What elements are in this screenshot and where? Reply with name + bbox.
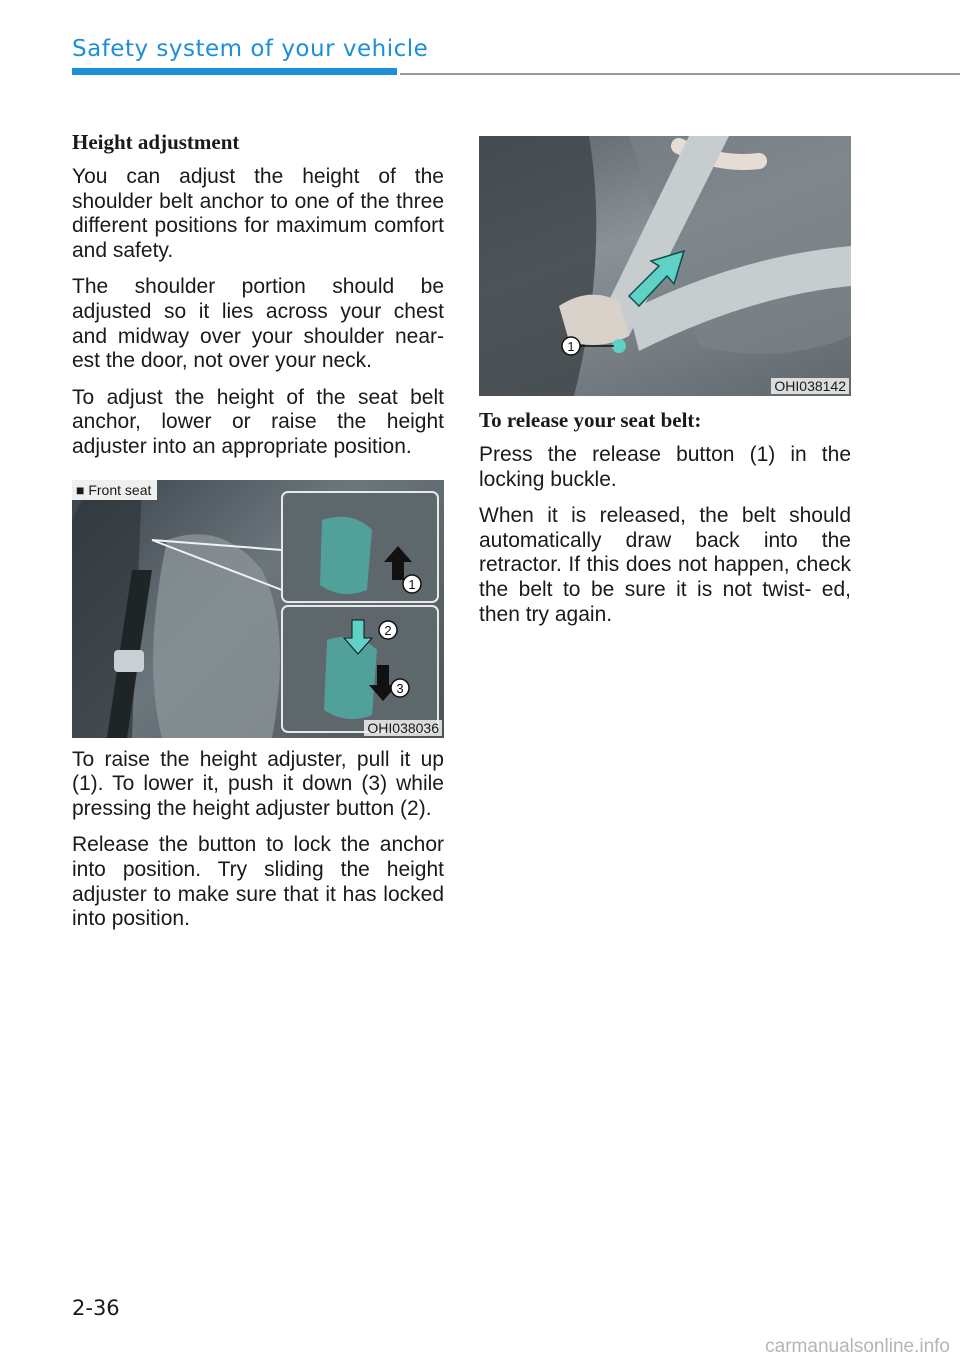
- paragraph: Release the button to lock the anchor into position. Try sliding the height adjuster to make sure that it has locked into position.: [72, 833, 444, 931]
- watermark: carmanualsonline.info: [765, 1336, 950, 1357]
- marker-1: 1: [408, 576, 416, 592]
- paragraph: When it is released, the belt should automatically draw back into the retractor. If this does not happen, check the belt to be sure it is not twist- ed, then try again.: [479, 504, 851, 626]
- marker-3: 3: [396, 680, 404, 696]
- section-title: Safety system of your vehicle: [72, 36, 429, 62]
- height-adjuster-illustration: [72, 480, 444, 738]
- figure-code: OHI038142: [771, 378, 849, 394]
- paragraph: To raise the height adjuster, pull it up (1). To lower it, push it down (3) while pressing the height adjuster button (2).: [72, 747, 444, 820]
- marker-1: 1: [567, 339, 575, 354]
- page-number: 2-36: [72, 1296, 120, 1320]
- header-rule: [400, 73, 960, 75]
- figure-code: OHI038036: [364, 720, 442, 736]
- marker-2: 2: [384, 622, 392, 638]
- header-accent-bar: [72, 68, 397, 75]
- paragraph: The shoulder portion should be adjusted so it lies across your chest and midway over your shoulder near- est the door, not over your neck.: [72, 275, 444, 373]
- release-seat-belt-heading: To release your seat belt:: [479, 408, 702, 432]
- seat-belt-release-illustration: [479, 136, 851, 396]
- paragraph: To adjust the height of the seat belt anchor, lower or raise the height adjuster into an appropriate position.: [72, 385, 444, 458]
- height-adjuster-drawing: [72, 480, 444, 738]
- paragraph: Press the release button (1) in the locking buckle.: [479, 443, 851, 491]
- seat-belt-release-drawing: [479, 136, 851, 396]
- front-seat-label: ■ Front seat: [72, 480, 157, 500]
- paragraph: You can adjust the height of the shoulder belt anchor to one of the three different positions for maximum comfort and safety.: [72, 165, 444, 262]
- left-column: [72, 130, 444, 944]
- right-column: [479, 130, 851, 639]
- height-adjustment-heading: Height adjustment: [72, 130, 240, 154]
